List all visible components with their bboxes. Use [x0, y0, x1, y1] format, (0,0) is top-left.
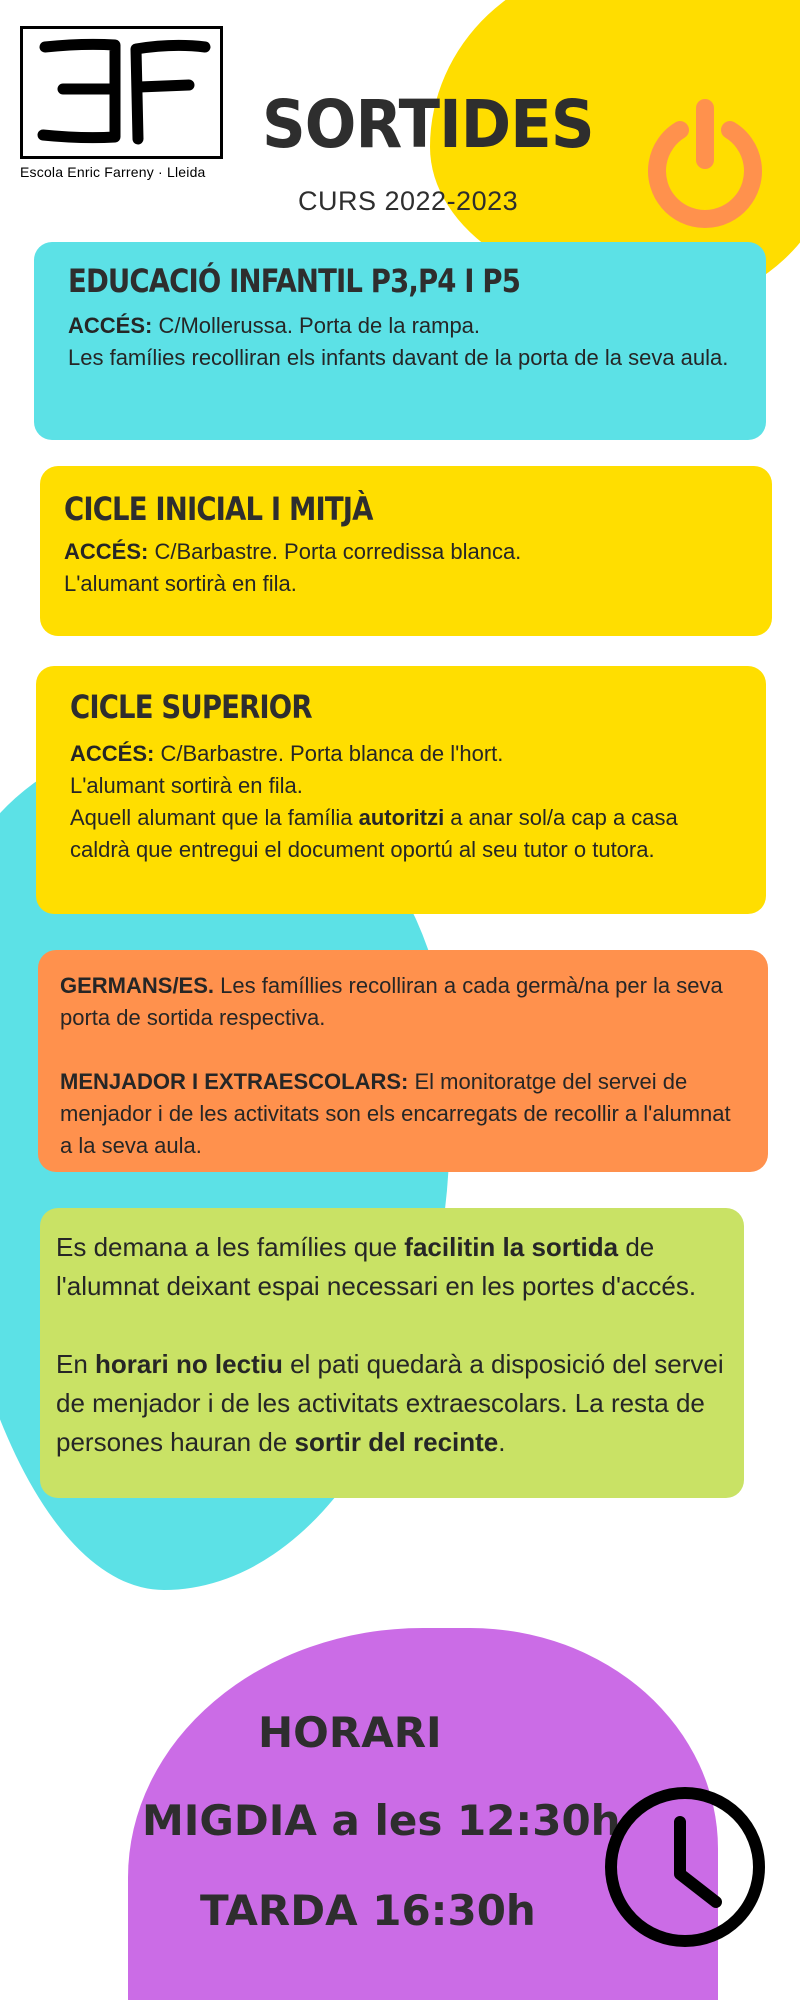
siblings-label: GERMANS/ES.	[60, 973, 215, 998]
superior-note-2b: a anar sol/a cap a casa caldrà que entregui el document oportú al seu tutor o tutora.	[70, 805, 678, 862]
schedule-title: HORARI	[258, 1708, 442, 1757]
siblings-body: Les famíllies recolliran a cada germà/na per la seva porta de sortida respectiva.	[60, 973, 723, 1030]
notice-text: En	[56, 1349, 96, 1379]
dining-body: El monitoratge del servei de menjador i de les activitats son els encarregats de recollir a l'alumnat a la seva aula.	[60, 1069, 731, 1158]
inicial-note: L'alumant sortirà en fila.	[64, 571, 297, 596]
logo-frame	[20, 26, 223, 159]
siblings-text	[60, 970, 746, 1034]
notice-paragraph-1	[56, 1228, 726, 1306]
ef-logo-mark	[23, 29, 220, 156]
access-text: C/Barbastre. Porta blanca de l'hort.	[154, 741, 504, 766]
notice-bold: horari no lectiu	[95, 1349, 283, 1379]
infantil-card	[34, 242, 766, 440]
notice-paragraph-2	[56, 1345, 726, 1462]
school-year: CURS 2022-2023	[298, 186, 519, 216]
superior-card	[36, 666, 766, 914]
schedule-midday: MIGDIA a les 12:30h	[142, 1796, 621, 1845]
access-text: C/Barbastre. Porta corredissa blanca.	[148, 539, 522, 564]
superior-note-2-bold: autoritzi	[358, 805, 445, 830]
inicial-heading: CICLE INICIAL I MITJÀ	[64, 490, 373, 528]
school-logo	[20, 26, 225, 211]
inicial-access	[64, 536, 748, 600]
infantil-heading: EDUCACIÓ INFANTIL P3,P4 I P5	[68, 262, 520, 300]
superior-heading: CICLE SUPERIOR	[70, 688, 312, 726]
superior-note-1: L'alumant sortirà en fila.	[70, 773, 303, 798]
schedule-afternoon: TARDA 16:30h	[200, 1886, 536, 1935]
notice-text: .	[498, 1427, 506, 1457]
power-icon	[645, 98, 765, 228]
superior-access	[70, 738, 742, 866]
notice-text: Es demana a les famílies que	[56, 1232, 405, 1262]
notice-text: de l'alumnat deixant espai necessari en les portes d'accés.	[56, 1232, 697, 1301]
infantil-note: Les famílies recolliran els infants davant de la porta de la seva aula.	[68, 345, 729, 370]
access-label: ACCÉS:	[64, 539, 149, 564]
dining-text	[60, 1066, 746, 1162]
clock-icon	[600, 1782, 770, 1952]
access-label: ACCÉS:	[70, 741, 155, 766]
infantil-access	[68, 310, 736, 374]
notice-text: el pati quedarà a disposició del servei de menjador i de les activitats extraescolars. La resta de persones hauran de	[56, 1349, 724, 1457]
superior-note-2a: Aquell alumant que la família	[70, 805, 359, 830]
siblings-card	[38, 950, 768, 1172]
access-text: C/Mollerussa. Porta de la rampa.	[152, 313, 481, 338]
notice-card	[40, 1208, 744, 1498]
inicial-card	[40, 466, 772, 636]
logo-caption: Escola Enric Farreny · Lleida	[20, 164, 206, 180]
dining-label: MENJADOR I EXTRAESCOLARS:	[60, 1069, 409, 1094]
page-title: SORTIDES	[262, 86, 594, 163]
notice-bold: facilitin la sortida	[404, 1232, 619, 1262]
notice-bold: sortir del recinte	[294, 1427, 499, 1457]
access-label: ACCÉS:	[68, 313, 153, 338]
